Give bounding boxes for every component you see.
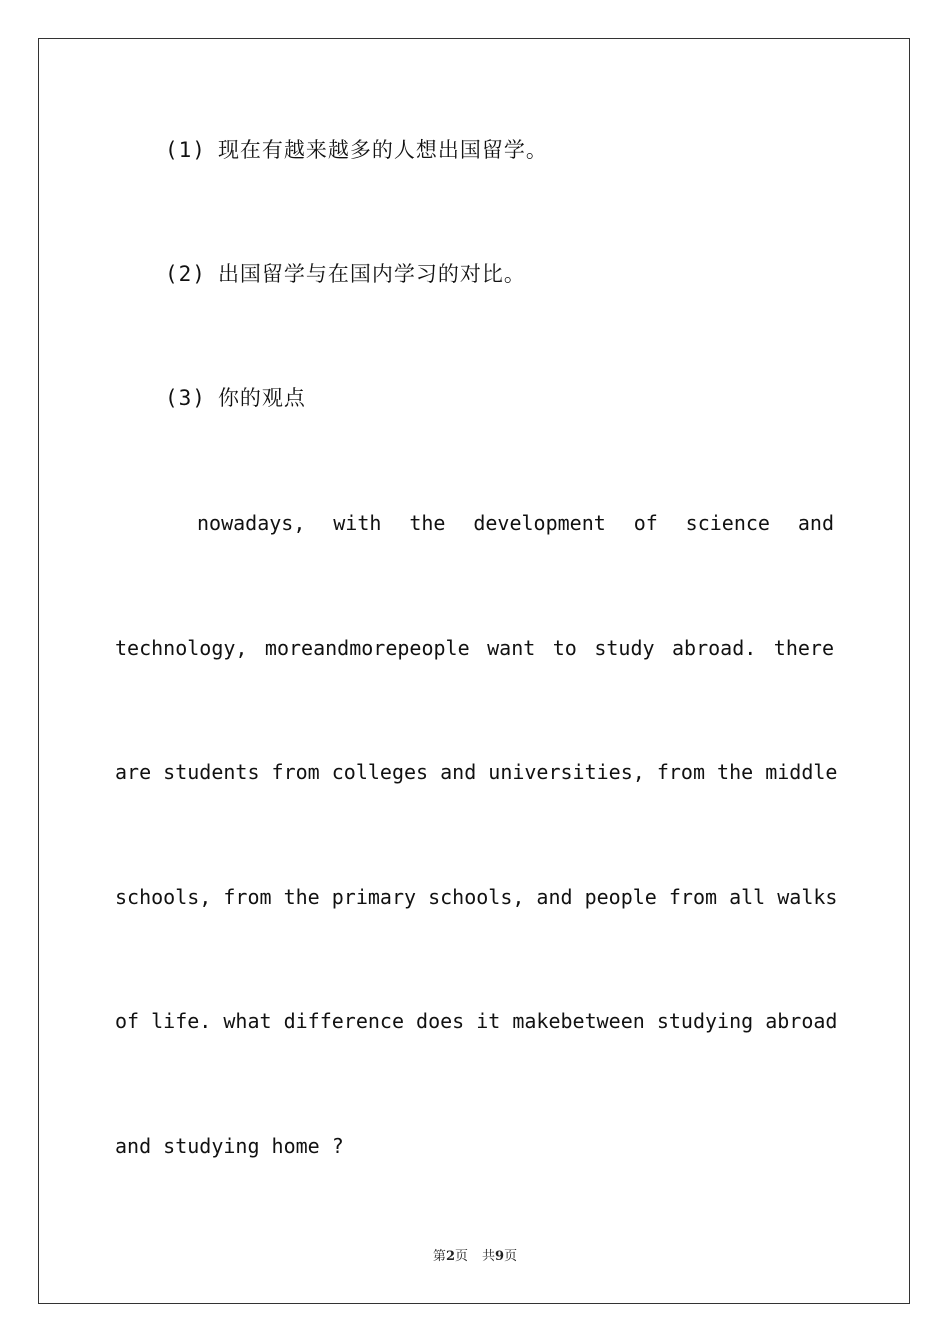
outline-item-2 [165, 259, 526, 289]
outline-item-3 [165, 383, 306, 413]
total-prefix: 共 [482, 1249, 496, 1264]
page-frame [38, 38, 910, 1304]
essay-line-4: schools, from the primary schools, and people from all walks [115, 885, 838, 909]
total-suffix: 页 [504, 1249, 518, 1264]
page-suffix: 页 [454, 1249, 468, 1264]
essay-line-5: of life. what difference does it makebetween studying abroad [115, 1009, 838, 1033]
outline-number: (3) [165, 386, 206, 410]
outline-text: 现在有越来越多的人想出国留学。 [217, 138, 548, 162]
essay-line-3: are students from colleges and universities, from the middle [115, 760, 838, 784]
essay-line-1: nowadays, with the development of science and [197, 511, 834, 535]
essay-line-6: and studying home ? [115, 1134, 344, 1158]
total-pages: 9 [495, 1249, 505, 1264]
page-prefix: 第 [432, 1249, 446, 1264]
outline-item-1 [165, 135, 548, 165]
page-number: 2 [445, 1249, 455, 1264]
outline-number: (2) [165, 262, 206, 286]
page-footer [0, 1248, 950, 1266]
outline-text: 你的观点 [217, 386, 306, 410]
essay-line-2: technology, moreandmorepeople want to study abroad. there [115, 636, 834, 660]
outline-number: (1) [165, 138, 206, 162]
outline-text: 出国留学与在国内学习的对比。 [217, 262, 526, 286]
